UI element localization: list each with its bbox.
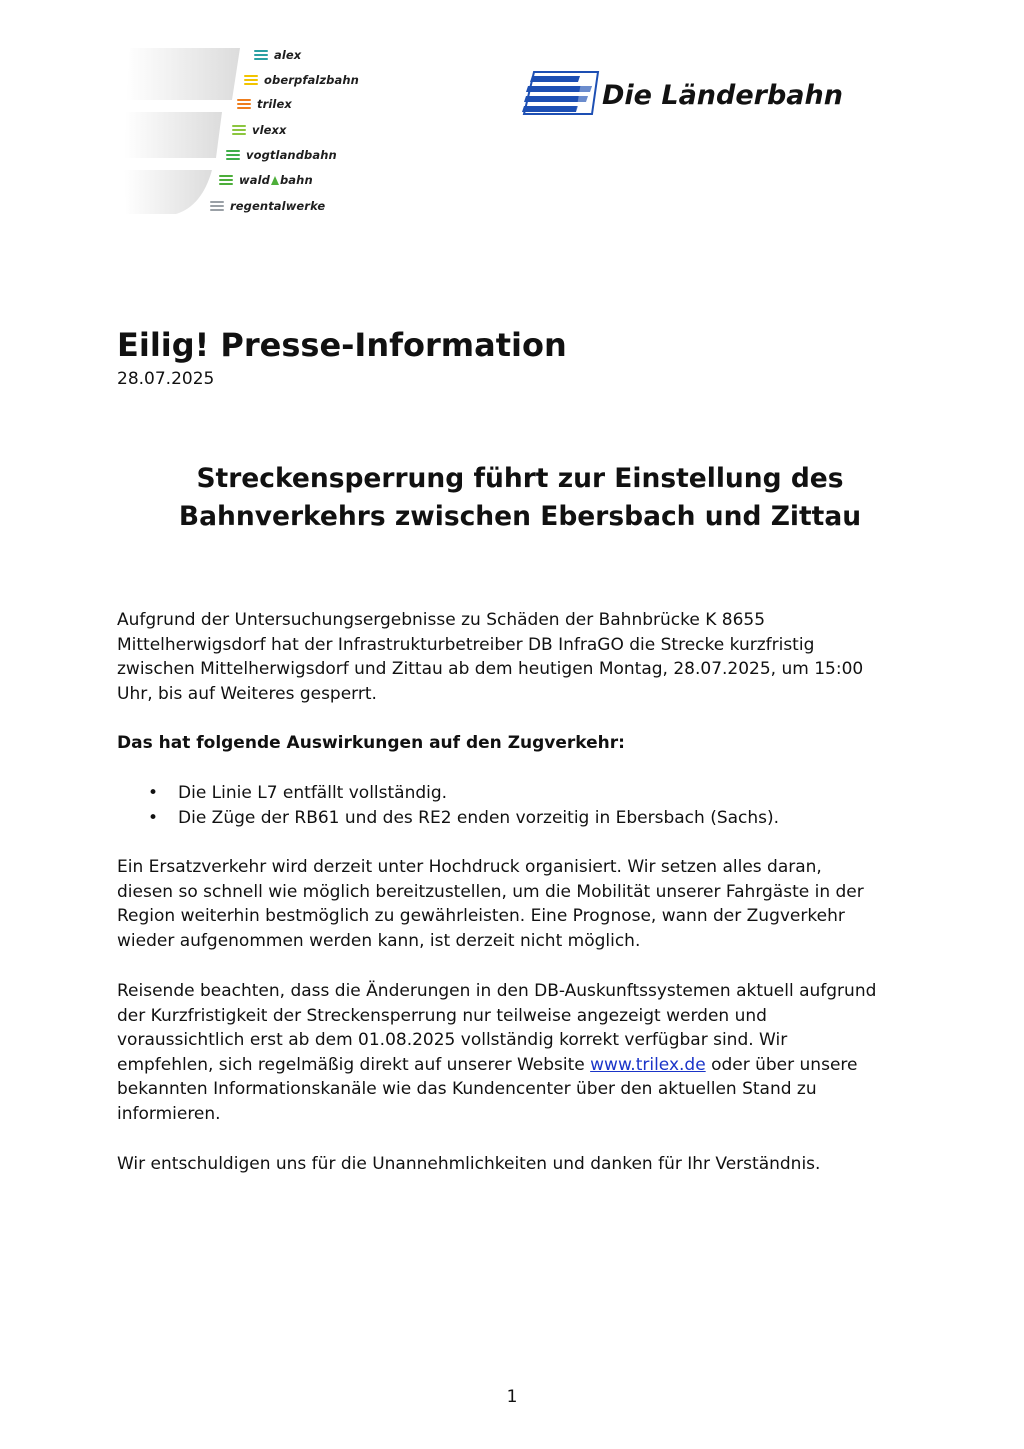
bullet-icon: •: [148, 783, 159, 803]
text-line: Aufgrund der Untersuchungsergebnisse zu Schäden der Bahnbrücke K 8655: [117, 610, 766, 630]
stripe: [244, 75, 258, 77]
brand-label: vlexx: [252, 123, 287, 137]
brand-label: alex: [274, 48, 302, 62]
stripe: [226, 154, 240, 156]
tree-icon: [271, 176, 279, 185]
stripe: [232, 129, 246, 131]
website-link[interactable]: www.trilex.de: [590, 1054, 706, 1075]
brand-vlexx: [232, 123, 287, 137]
headline-line: Bahnverkehrs zwischen Ebersbach und Zittau: [178, 501, 862, 532]
text-line: voraussichtlich erst ab dem 01.08.2025 vollständig korrekt verfügbar sind. Wir: [117, 1030, 788, 1050]
brand-label: trilex: [257, 97, 292, 111]
stripe: [254, 50, 268, 52]
page-number: 1: [506, 1387, 518, 1407]
stripe: [226, 150, 240, 152]
brand-stripes-icon: [210, 201, 224, 211]
brand-stripes-icon: [219, 175, 233, 185]
bullet-icon: •: [148, 808, 159, 828]
article-headline: [117, 460, 923, 536]
brand-vogtlandbahn: [226, 148, 337, 162]
text-line: diesen so schnell wie möglich bereitzustellen, um die Mobilität unserer Fahrgäste in der: [117, 881, 864, 902]
stripe: [244, 83, 258, 85]
brand-label: regentalwerke: [230, 199, 326, 213]
stripe: [219, 183, 233, 185]
brand-alex: [254, 48, 301, 62]
brand-stripes-icon: [254, 50, 268, 60]
brand-stripes-icon: [226, 150, 240, 160]
replacement-paragraph: [117, 855, 937, 953]
list-item-text: Die Züge der RB61 und des RE2 enden vorzeitig in Ebersbach (Sachs).: [178, 808, 780, 828]
stripe: [237, 107, 251, 109]
text-fragment: oder über unsere: [705, 1054, 858, 1075]
stripe: [244, 79, 258, 81]
swoosh-graphic: [120, 40, 240, 220]
brand-label: vogtlandbahn: [246, 148, 337, 162]
stripe: [254, 54, 268, 56]
text-line: Uhr, bis auf Weiteres gesperrt.: [117, 683, 377, 704]
brand-stripes-icon: [232, 125, 246, 135]
text-line: Ein Ersatzverkehr wird derzeit unter Hochdruck organisiert. Wir setzen alles daran,: [117, 857, 822, 877]
text-line: bekannten Informationskanäle wie das Kundencenter über den aktuellen Stand zu: [117, 1079, 817, 1099]
text-fragment: empfehlen, sich regelmäßig direkt auf unserer Website: [117, 1054, 591, 1075]
brand-label-part: wald: [239, 173, 270, 187]
brand-label-part: bahn: [279, 173, 313, 187]
text-line: Region weiterhin bestmöglich zu gewährleisten. Eine Prognose, wann der Zugverkehr: [117, 906, 845, 926]
stripe: [232, 125, 246, 127]
closing-paragraph: [117, 1152, 937, 1177]
stripe: [232, 133, 246, 135]
brand-label: oberpfalzbahn: [264, 73, 359, 87]
laenderbahn-emblem-icon: [520, 70, 600, 116]
intro-paragraph: [117, 608, 937, 706]
notice-paragraph: [117, 979, 937, 1126]
brand-regentalwerke: [210, 199, 325, 213]
text-line: zwischen Mittelherwigsdorf und Zittau ab dem heutigen Montag, 28.07.2025, um 15:00: [117, 659, 864, 679]
stripe: [226, 158, 240, 160]
stripe: [210, 209, 224, 211]
text-line: Reisende beachten, dass die Änderungen in den DB-Auskunftssystemen aktuell aufgrund: [117, 981, 877, 1001]
text-line: der Kurzfristigkeit der Streckensperrung nur teilweise angezeigt werden und: [117, 1005, 767, 1026]
stripe: [237, 103, 251, 105]
company-name: Die Länderbahn: [602, 80, 843, 111]
brand-logo-panel: [120, 40, 400, 220]
text-line: [117, 1053, 937, 1078]
brand-waldbahn: [219, 173, 313, 187]
impact-list: [117, 781, 779, 831]
laenderbahn-logo: [520, 70, 930, 120]
brand-oberpfalzbahn: [244, 73, 359, 87]
brand-stripes-icon: [244, 75, 258, 85]
brand-label: [239, 173, 313, 187]
brand-trilex: [237, 97, 292, 111]
text-line: wieder aufgenommen werden kann, ist derzeit nicht möglich.: [117, 930, 641, 951]
list-item: [117, 806, 779, 831]
list-item-text: Die Linie L7 entfällt vollständig.: [178, 783, 448, 803]
stripe: [210, 205, 224, 207]
list-item: [117, 781, 779, 806]
stripe: [237, 99, 251, 101]
press-date: 28.07.2025: [117, 369, 215, 389]
page-title: Eilig! Presse-Information: [117, 326, 567, 364]
stripe: [254, 58, 268, 60]
text-line: Wir entschuldigen uns für die Unannehmlichkeiten und danken für Ihr Verständnis.: [117, 1154, 821, 1174]
stripe: [219, 179, 233, 181]
stripe: [210, 201, 224, 203]
impact-heading: Das hat folgende Auswirkungen auf den Zugverkehr:: [117, 733, 625, 753]
stripe: [219, 175, 233, 177]
text-line: informieren.: [117, 1103, 221, 1124]
headline-line: Streckensperrung führt zur Einstellung des: [196, 463, 844, 494]
brand-stripes-icon: [237, 99, 251, 109]
text-line: Mittelherwigsdorf hat der Infrastrukturbetreiber DB InfraGO die Strecke kurzfristig: [117, 634, 815, 655]
